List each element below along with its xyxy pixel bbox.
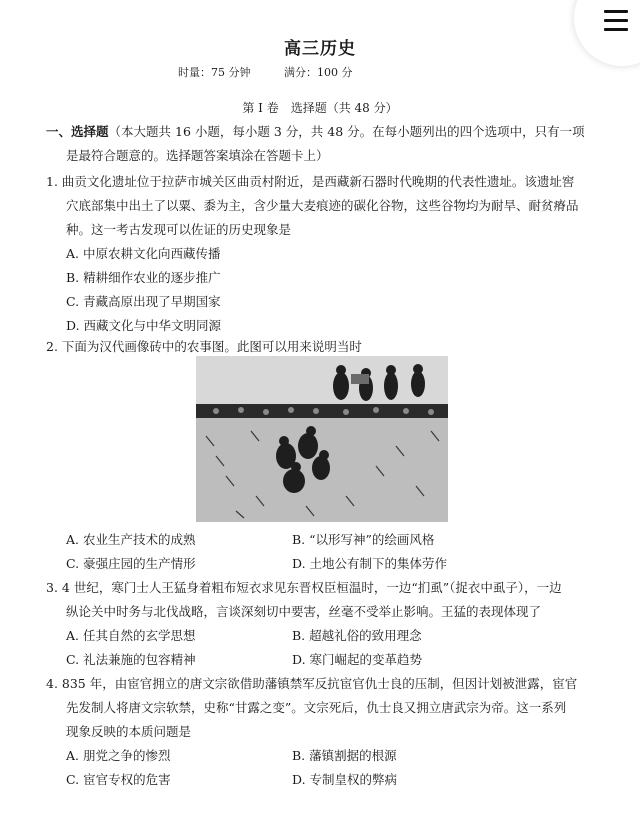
full-score: 满分：100 分	[284, 66, 353, 79]
q1-line-3: 种。这一考古发现可以佐证的历史现象是	[66, 222, 292, 237]
q3-option-c: C. 礼法兼施的包容精神	[66, 652, 196, 667]
q1-option-a: A. 中原农耕文化向西藏传播	[66, 246, 221, 261]
exam-meta	[178, 64, 383, 80]
q4-line-3: 现象反映的本质问题是	[66, 724, 192, 739]
question-1	[46, 170, 606, 338]
q3-line-2: 纵论关中时务与北伐战略，言谈深刻切中要害，丝毫不受举止影响。王猛的表现体现了	[66, 604, 542, 619]
q1-option-d: D. 西藏文化与中华文明同源	[66, 318, 222, 333]
instructions-line-2: 是最符合题意的。选择题答案填涂在答题卡上）	[66, 148, 329, 163]
instructions	[46, 120, 606, 168]
exam-title: 高三历史	[284, 39, 356, 59]
q4-line-1: 4. 835 年，由宦官拥立的唐文宗欲借助藩镇禁军反抗宦官仇士良的压制，但因计划被泄露，宦官	[46, 676, 578, 691]
q1-line-1: 1. 曲贡文化遗址位于拉萨市城关区曲贡村附近，是西藏新石器时代晚期的代表性遗址。该遗址窖	[46, 174, 575, 189]
time-limit: 时量：75 分钟	[178, 66, 251, 79]
q2-option-c: C. 豪强庄园的生产情形	[66, 556, 196, 571]
instructions-head: 一、选择题	[46, 124, 109, 139]
q1-option-c: C. 青藏高原出现了早期国家	[66, 294, 221, 309]
han-brick-farming-image	[196, 356, 448, 522]
q2-option-d: D. 土地公有制下的集体劳作	[292, 556, 448, 571]
q4-option-b: B. 藩镇割据的根源	[292, 748, 397, 763]
q4-option-a: A. 朋党之争的惨烈	[66, 748, 171, 763]
question-4	[46, 672, 606, 744]
q3-line-1: 3. 4 世纪，寒门士人王猛身着粗布短衣求见东晋权臣桓温时，一边“扪虱”（捉衣中虱子），一边	[46, 580, 562, 595]
instructions-line-1: （本大题共 16 小题，每小题 3 分，共 48 分。在每小题列出的四个选项中，只有一项	[108, 124, 585, 139]
q2-option-b: B. “以形写神”的绘画风格	[292, 532, 435, 547]
q4-option-c: C. 宦官专权的危害	[66, 772, 171, 787]
q4-line-2: 先发制人将唐文宗软禁，史称“甘露之变”。文宗死后，仇士良又拥立唐武宗为帝。这一系列	[66, 700, 567, 715]
question-3	[46, 576, 606, 624]
q1-line-2: 穴底部集中出土了以粟、黍为主，含少量大麦痕迹的碳化谷物，这些谷物均为耐旱、耐贫瘠品	[66, 198, 579, 213]
q3-option-a: A. 任其自然的玄学思想	[66, 628, 196, 643]
q3-option-d: D. 寒门崛起的变革趋势	[292, 652, 423, 667]
section-heading: 第 I 卷 选择题（共 48 分）	[242, 101, 398, 115]
q3-option-b: B. 超越礼俗的致用理念	[292, 628, 422, 643]
q2-option-a: A. 农业生产技术的成熟	[66, 532, 196, 547]
hamburger-menu-icon[interactable]	[604, 10, 628, 32]
q2-line-1: 2. 下面为汉代画像砖中的农事图。此图可以用来说明当时	[46, 339, 362, 354]
q4-option-d: D. 专制皇权的弊病	[292, 772, 398, 787]
q1-option-b: B. 精耕细作农业的逐步推广	[66, 270, 221, 285]
